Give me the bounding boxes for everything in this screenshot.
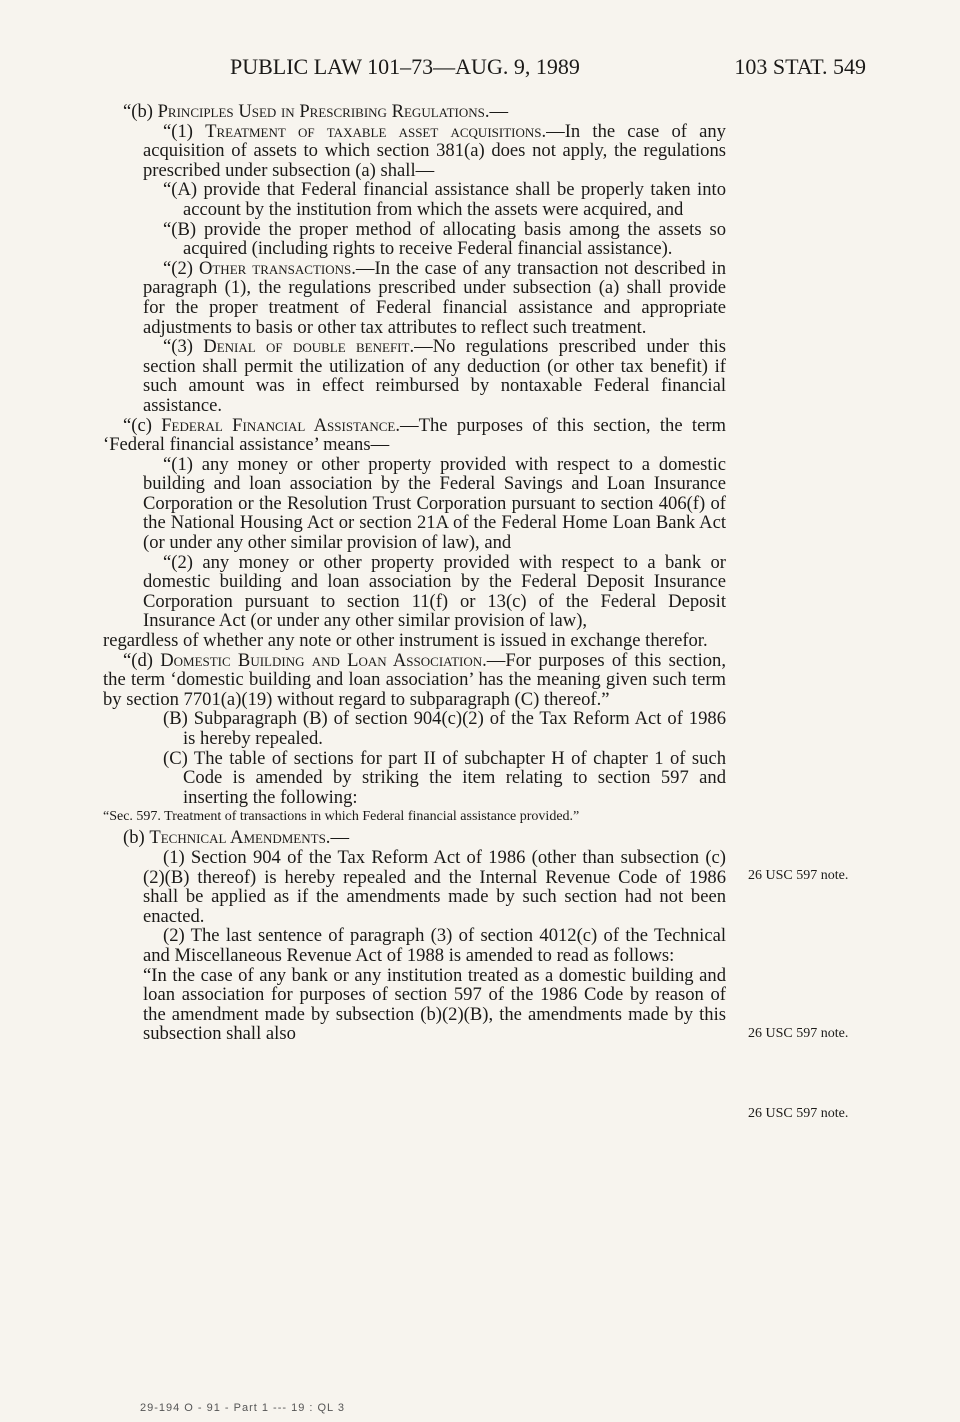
subsection-heading: Principles Used in Prescribing Regulations. bbox=[157, 101, 490, 122]
print-job-footer: 29-194 O - 91 - Part 1 --- 19 : QL 3 bbox=[140, 1402, 345, 1414]
paragraph-heading: Other transactions. bbox=[198, 257, 356, 279]
subparagraph-b1b: “(B) provide the proper method of allocating basis among the assets so acquired (including rights to receive Federal financial assistance). bbox=[163, 218, 726, 260]
law-title: PUBLIC LAW 101–73—AUG. 9, 1989 bbox=[230, 54, 580, 79]
subparagraph-b1a: “(A) provide that Federal financial assistance shall be properly taken into account by the institution from which the assets were acquired, and bbox=[163, 179, 726, 220]
technical-amendment-2: (2) The last sentence of paragraph (3) of section 4012(c) of the Technical and Miscellaneous Revenue Act of 1988 is amended to read as follows: bbox=[143, 925, 726, 966]
margin-note-usc: 26 USC 597 note. bbox=[748, 1106, 849, 1121]
subsection-c: “(c) Federal Financial Assistance.—The purposes of this section, the term ‘Federal financial assistance’ means— bbox=[103, 414, 726, 456]
statute-page-number: 103 STAT. 549 bbox=[734, 54, 866, 79]
subsection-heading: Technical Amendments. bbox=[149, 827, 331, 849]
subsection-heading: Federal Financial Assistance. bbox=[161, 414, 400, 436]
paragraph-c2: “(2) any money or other property provided with respect to a bank or domestic building and loan association by the Federal Deposit Insurance Corporation pursuant to section 11(f) or 13(c) of the Federal Deposit Insurance Act (or under any other similar provision of law), bbox=[143, 551, 726, 632]
paragraph-c1: “(1) any money or other property provided with respect to a domestic building and loan association by the Federal Savings and Loan Insurance Corporation or the Resolution Trust Corporation pursuant to section 406(f) of the National Housing Act or section 21A of the Federal Home Loan Bank Act (or under any other similar provision of law), and bbox=[143, 453, 726, 554]
technical-amendments-heading: (b) Technical Amendments.— bbox=[123, 827, 350, 849]
technical-amendment-1: (1) Section 904 of the Tax Reform Act of 1986 (other than subsection (c)(2)(B) thereof) is hereby repealed and the Internal Revenue Code of 1986 shall be applied as if the amendments made by such section had not been enacted. bbox=[143, 846, 726, 927]
subsection-c-tail: regardless of whether any note or other instrument is issued in exchange therefor. bbox=[103, 630, 708, 652]
body-text bbox=[103, 102, 726, 1044]
subparagraph-C-table: (C) The table of sections for part II of subchapter H of chapter 1 of such Code is amended by striking the item relating to section 597 and inserting the following: bbox=[163, 747, 726, 808]
margin-note-usc: 26 USC 597 note. bbox=[748, 1026, 849, 1041]
quoted-amendment-text: “In the case of any bank or any institution treated as a domestic building and loan association for purposes of section 597 of the 1986 Code by reason of the amendment made by subsection (b)(2)(B), the amendments made by this subsection shall also bbox=[143, 964, 726, 1045]
paragraph-heading: Treatment of taxable asset acquisitions. bbox=[205, 120, 547, 142]
subsection-b-heading: “(b) Principles Used in Prescribing Regulations.— bbox=[123, 101, 509, 122]
table-of-sections-entry: “Sec. 597. Treatment of transactions in which Federal financial assistance provided.” bbox=[103, 809, 580, 825]
subsection-d: “(d) Domestic Building and Loan Association.—For purposes of this section, the term ‘domestic building and loan association’ has the meaning given such term by section 7701(a)(19) without regard to subparagraph (C) thereof.” bbox=[103, 649, 726, 710]
page-header bbox=[0, 54, 960, 90]
subparagraph-B-repeal: (B) Subparagraph (B) of section 904(c)(2) of the Tax Reform Act of 1986 is hereby repealed. bbox=[163, 708, 726, 749]
paragraph-heading: Denial of double benefit. bbox=[203, 336, 415, 358]
subsection-heading: Domestic Building and Loan Association. bbox=[160, 649, 487, 671]
paragraph-b2: “(2) Other transactions.—In the case of any transaction not described in paragraph (1), the regulations prescribed under subsection (a) shall provide for the proper treatment of Federal financial assistance and appropriate adjustments to basis or other tax attributes to reflect such treatment. bbox=[143, 257, 726, 338]
paragraph-b3: “(3) Denial of double benefit.—No regulations prescribed under this section shall permit the utilization of any deduction (or other tax benefit) if such amount was in effect reimbursed by nontaxable Federal financial assistance. bbox=[143, 336, 726, 416]
margin-note-usc: 26 USC 597 note. bbox=[748, 868, 849, 883]
paragraph-b1: “(1) Treatment of taxable asset acquisitions.—In the case of any acquisition of assets to which section 381(a) does not apply, the regulations prescribed under subsection (a) shall— bbox=[143, 120, 726, 181]
